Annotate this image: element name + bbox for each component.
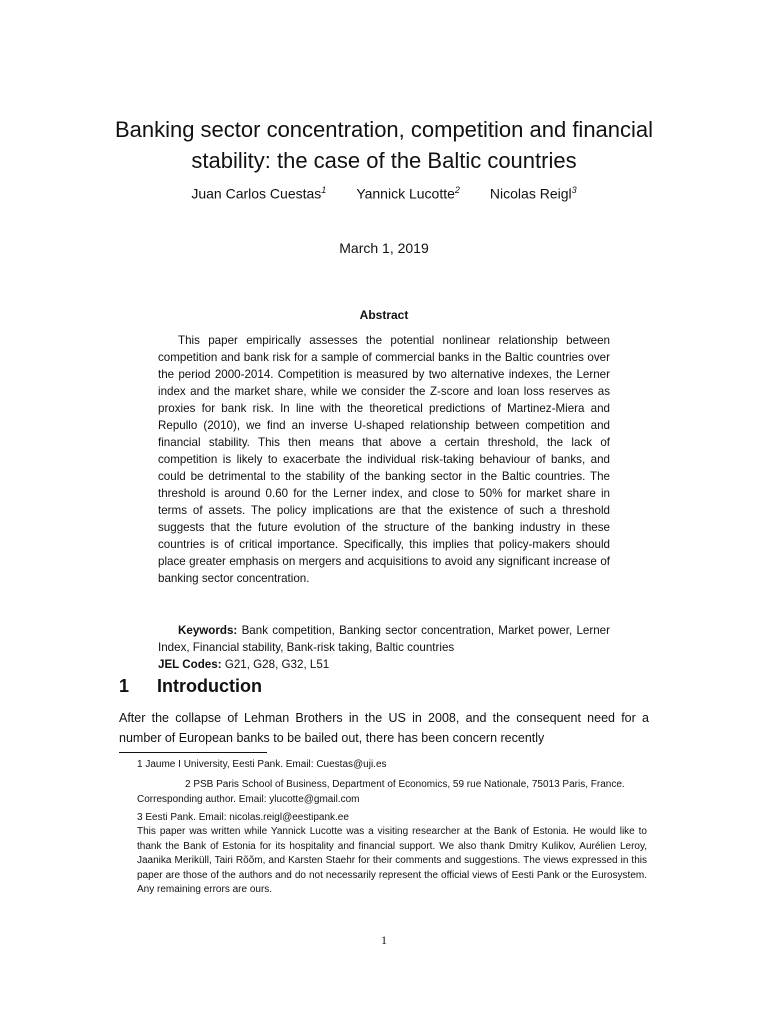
footnote-1: 1 Jaume I University, Eesti Pank. Email: Cuestas@uji.es (137, 759, 387, 770)
footnote-2: 2 PSB Paris School of Business, Department of Economics, 59 rue Nationale, 75013 Paris, France. Corresponding author. Email: ylucotte@gmail.com (137, 779, 625, 805)
jel-codes: JEL Codes: G21, G28, G32, L51 (158, 658, 330, 671)
author: Nicolas Reigl$^3$ (489, 185, 577, 202)
author: Yannick Lucotte$^2$ (356, 185, 460, 202)
author-list (100, 185, 668, 202)
intro-paragraph: After the collapse of Lehman Brothers in the US in 2008, and the consequent need for a number of European banks to be bailed out, there has been concern recently (119, 711, 649, 745)
page-number: 1 (381, 933, 387, 947)
acknowledgement-note: This paper was written while Yannick Lucotte was a visiting researcher at the Bank of Estonia. He would like to thank the Bank of Estonia for its hospitality and financial support. We also thank Dmitry Kulikov, Aurélien Leroy, Jaanika Meriküll, Tairi Rõõm, and Karsten Staehr for their comments and suggestions. The views expressed in this paper are those of the authors and do not necessarily represent the official views of Eesti Pank or the Eurosystem. Any remaining errors are ours. (137, 826, 647, 895)
keywords: Keywords: Bank competition, Banking sector concentration, Market power, Lerner Index, Financial stability, Bank-risk taking, Baltic countries (158, 624, 610, 654)
abstract-heading: Abstract (359, 308, 409, 322)
paper-title: Banking sector concentration, competition and financial stability: the case of the Baltic countries (114, 117, 654, 173)
author: Juan Carlos Cuestas$^1$ (191, 185, 327, 202)
paper-date: March 1, 2019 (339, 240, 429, 256)
footnote-3: 3 Eesti Pank. Email: nicolas.reigl@eestipank.ee (137, 812, 349, 823)
section-heading: 1 Introduction (119, 676, 262, 696)
footnote-divider (119, 752, 267, 753)
abstract-body: This paper empirically assesses the potential nonlinear relationship between competition and bank risk for a sample of commercial banks in the Baltic countries over the period 2000-2014. Competition is measured by two alternative indexes, the Lerner index and the market share, while we consider the Z-score and loan loss reserves as proxies for bank risk. In line with the theoretical predictions of Martinez-Miera and Repullo (2010), we find an inverse U-shaped relationship between competition and financial stability. This then means that above a certain threshold, the lack of competition is likely to exacerbate the individual risk-taking behaviour of banks, and could be detrimental to the stability of the banking sector in the Baltic countries. The threshold is around 0.60 for the Lerner index, and close to 50% for market share in terms of assets. The policy implications are that the existence of such a threshold suggests that the future evolution of the structure of the banking industry in these countries is of critical importance. Specifically, this implies that policy-makers should place greater emphasis on mergers and acquisitions to avoid any significant increase of banking sector concentration. (158, 334, 610, 585)
